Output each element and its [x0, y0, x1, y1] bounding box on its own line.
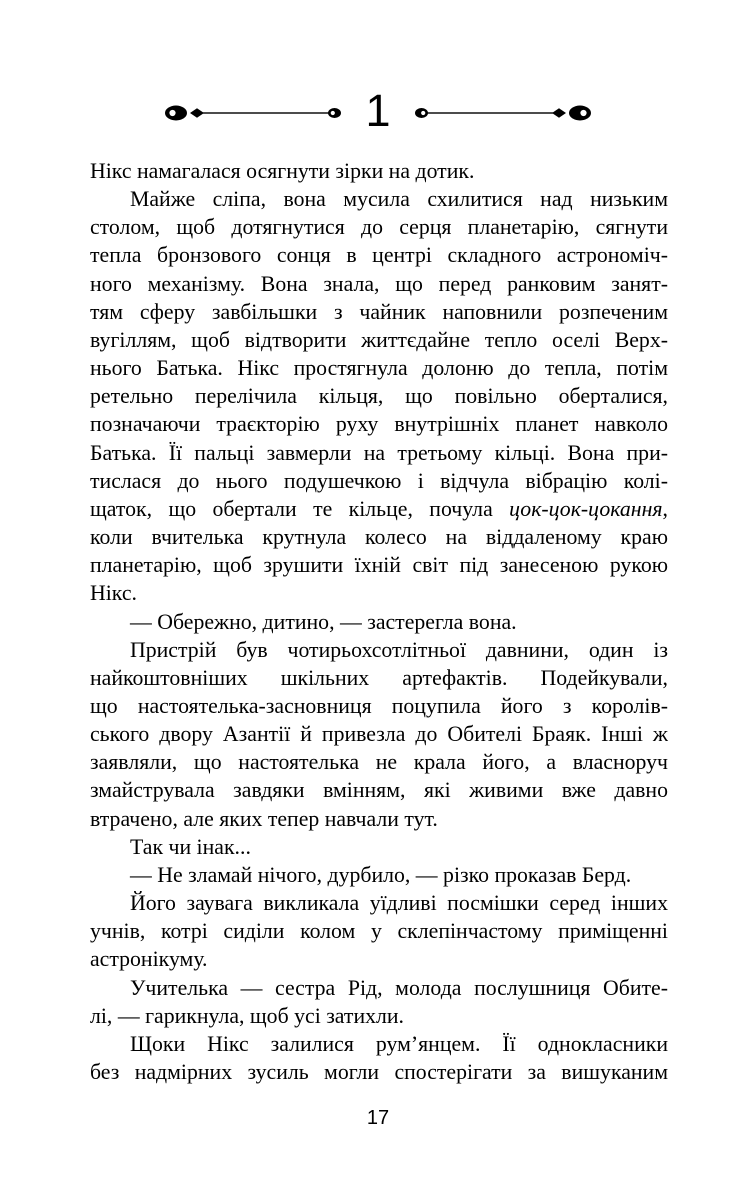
paragraph — [90, 1030, 668, 1086]
text-line: коли вчителька крутнула колесо на віддаленому краю — [90, 525, 668, 550]
text-line: вугіллям, щоб відтворити життєдайне тепло оселі Верх- — [90, 327, 668, 352]
paragraph — [90, 185, 668, 607]
text-line: без надмірних зусиль могли спостерігати за вишуканим — [90, 1060, 668, 1084]
text-line: Щоки Нікс залилися рум’янцем. Її однокласники — [130, 1031, 668, 1056]
text-line: — Обережно, дитино, — застерегла вона. — [130, 609, 517, 634]
text-line: ретельно перелічила кільця, що повільно оберталися, — [90, 384, 668, 409]
text-line: — Не зламай нічого, дурбило, — різко проказав Берд. — [130, 862, 632, 887]
text-line: Нікс. — [90, 581, 137, 606]
paragraph — [90, 157, 668, 185]
text-line: тям сферу завбільшки з чайник наповнили розпеченим — [90, 299, 668, 324]
text-line: Батька. Її пальці завмерли на третьому кільці. Вона при- — [90, 440, 668, 465]
page-number: 17 — [366, 1107, 390, 1129]
flourish-left-ornament — [163, 100, 348, 126]
text-line: нього Батька. Нікс простягнула долоню до тепла, потім — [90, 356, 668, 381]
text-line: заявляли, що настоятелька не крала його, а власноруч — [90, 750, 668, 775]
text-line: астронікуму. — [90, 947, 208, 972]
text-line: Учителька — сестра Рід, молода послушниця Обите- — [130, 975, 668, 1000]
text-line: Майже сліпа, вона мусила схилитися над низьким — [130, 187, 668, 212]
text-line: планетарію, щоб зрушити їхній світ під занесеною рукою — [90, 553, 668, 578]
text-line: Його заувага викликала уїдливі посмішки серед інших — [130, 891, 668, 916]
paragraph — [90, 974, 668, 1030]
paragraph — [90, 861, 668, 889]
paragraph — [90, 636, 668, 833]
text-line: тислася до нього подушечкою і відчула вібрацію колі- — [90, 468, 668, 493]
text-line: позначаючи траєкторію руху внутрішніх планет навколо — [90, 412, 668, 437]
paragraph — [90, 833, 668, 861]
text-line: змайструвала завдяки вмінням, які живими вже давно — [90, 778, 668, 803]
text-line: Так чи інак... — [130, 834, 251, 859]
text-line: що настоятелька-засновниця поцупила його з королів- — [90, 693, 668, 718]
text-line: ного механізму. Вона знала, що перед ранковим занят- — [90, 271, 668, 296]
flourish-right-ornament — [408, 100, 593, 126]
body-text — [90, 157, 668, 1086]
text-line: втрачено, але яких тепер навчали тут. — [90, 806, 438, 831]
text-line: щаток, що обертали те кільце, почула цок-цок-цокання, — [90, 496, 668, 521]
text-line: найкоштовніших шкільних артефактів. Подейкували, — [90, 665, 668, 690]
chapter-number: 1 — [365, 85, 391, 136]
paragraph — [90, 889, 668, 973]
page-footer — [0, 1106, 756, 1130]
text-line: тепла бронзового сонця в центрі складного астрономіч- — [90, 243, 668, 268]
paragraph — [90, 608, 668, 636]
text-line: Пристрій був чотирьохсотлітньої давнини, один із — [130, 637, 668, 662]
text-line: ського двору Азантії й привезла до Обителі Браяк. Інші ж — [90, 722, 668, 747]
text-line: Нікс намагалася осягнути зірки на дотик. — [90, 159, 475, 183]
text-line: столом, щоб дотягнутися до серця планетарію, сягнути — [90, 215, 668, 240]
text-line: учнів, котрі сиділи колом у склепінчастому приміщенні — [90, 919, 668, 944]
chapter-header — [0, 85, 756, 136]
text-line: лі, — гарикнула, щоб усі затихли. — [90, 1003, 405, 1028]
